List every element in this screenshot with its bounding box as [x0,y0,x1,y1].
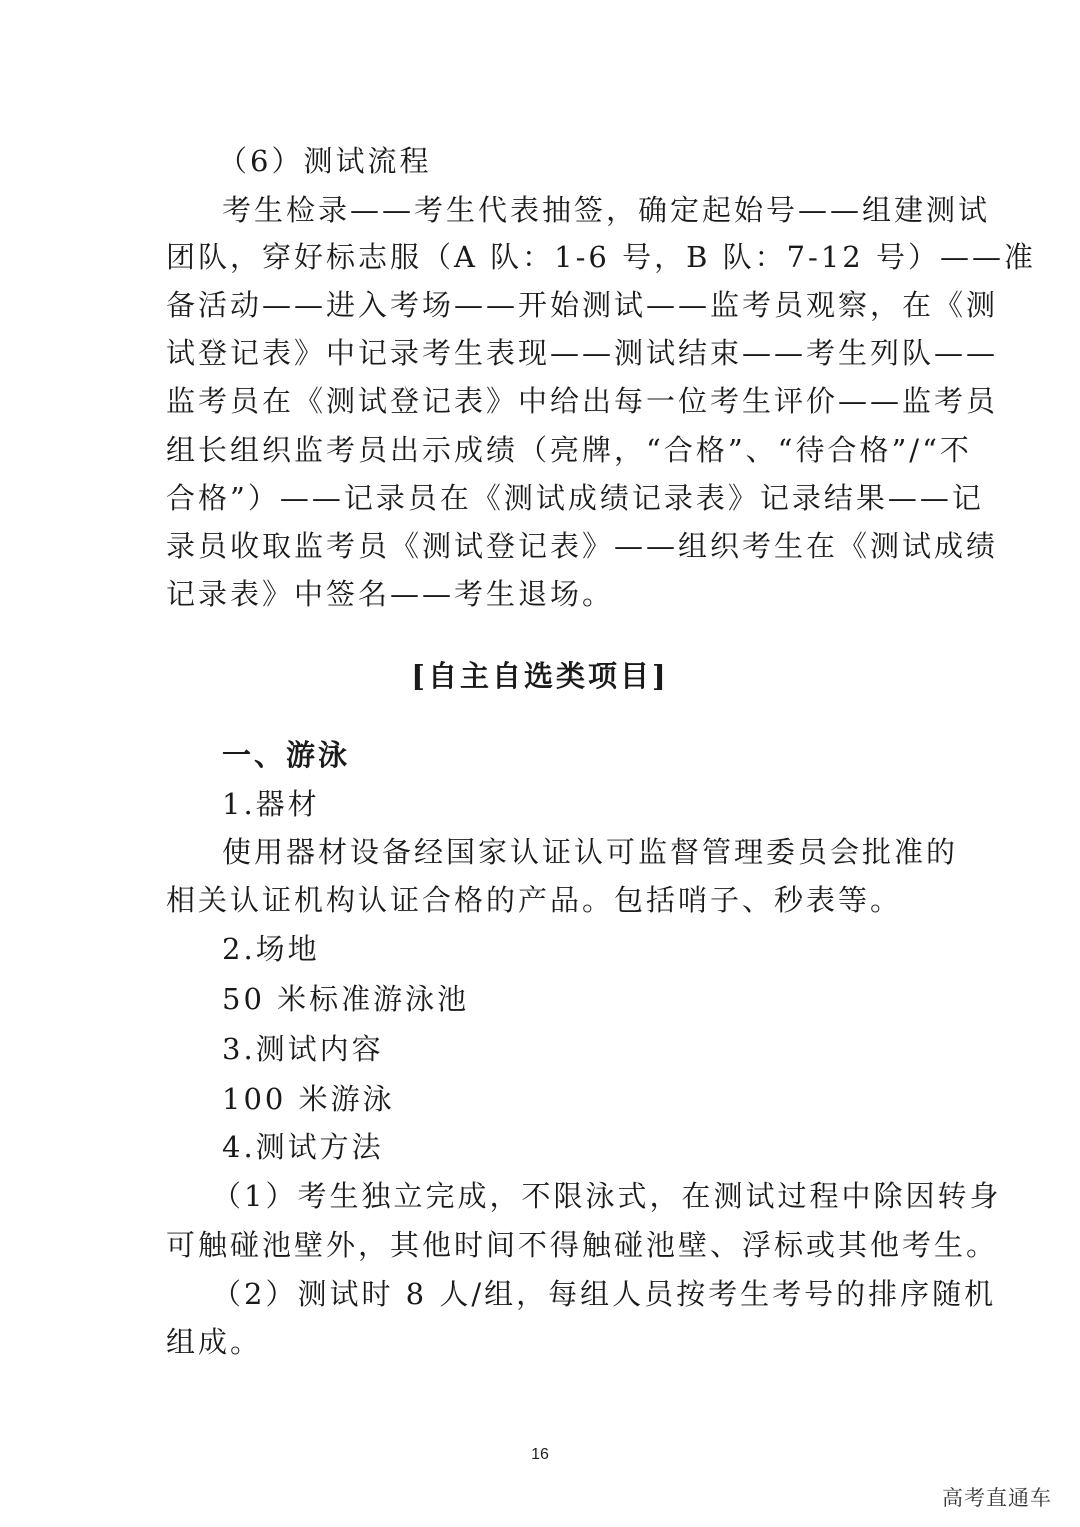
paragraph-line: 相关认证机构认证合格的产品。包括哨子、秒表等。 [166,883,903,917]
paragraph-line: 可触碰池壁外，其他时间不得触碰池壁、浮标或其他考生。 [166,1228,999,1262]
category-title: [自主自选类项目] [411,659,669,693]
paragraph-line: 监考员在《测试登记表》中给出每一位考生评价——监考员 [166,384,999,418]
test-content-text: 100 米游泳 [222,1082,395,1116]
paragraph-line: 组成。 [166,1325,263,1359]
subheading-venue: 2.场地 [222,932,320,966]
section-heading-swimming: 一、游泳 [222,738,351,772]
subheading-test-method: 4.测试方法 [222,1130,384,1164]
subheading-test-content: 3.测试内容 [222,1032,384,1066]
watermark-text: 高考直通车 [942,1486,1052,1510]
paragraph-line: 记录表》中签名——考生退场。 [166,577,615,611]
paragraph-line: 录员收取监考员《测试登记表》——组织考生在《测试成绩 [166,529,999,563]
section-heading-test-procedure: （6）测试流程 [218,144,432,178]
page-number: 16 [531,1446,549,1463]
subheading-equipment: 1.器材 [222,787,320,821]
paragraph-line: 团队，穿好标志服（A 队：1-6 号，B 队：7-12 号）——准 [166,240,1036,274]
paragraph-line: （1）考生独立完成，不限泳式，在测试过程中除因转身 [212,1179,1002,1213]
paragraph-line: 备活动——进入考场——开始测试——监考员观察，在《测 [166,288,999,322]
venue-text: 50 米标准游泳池 [222,982,470,1016]
paragraph-line: 考生检录——考生代表抽签，确定起始号——组建测试 [222,193,991,227]
paragraph-line: （2）测试时 8 人/组，每组人员按考生考号的排序随机 [212,1277,997,1311]
paragraph-line: 组长组织监考员出示成绩（亮牌，“合格”、“待合格”/“不 [166,433,972,467]
paragraph-line: 合格”）——记录员在《测试成绩记录表》记录结果——记 [166,481,984,515]
paragraph-line: 使用器材设备经国家认证认可监督管理委员会批准的 [222,835,959,869]
paragraph-line: 试登记表》中记录考生表现——测试结束——考生列队—— [166,336,999,370]
